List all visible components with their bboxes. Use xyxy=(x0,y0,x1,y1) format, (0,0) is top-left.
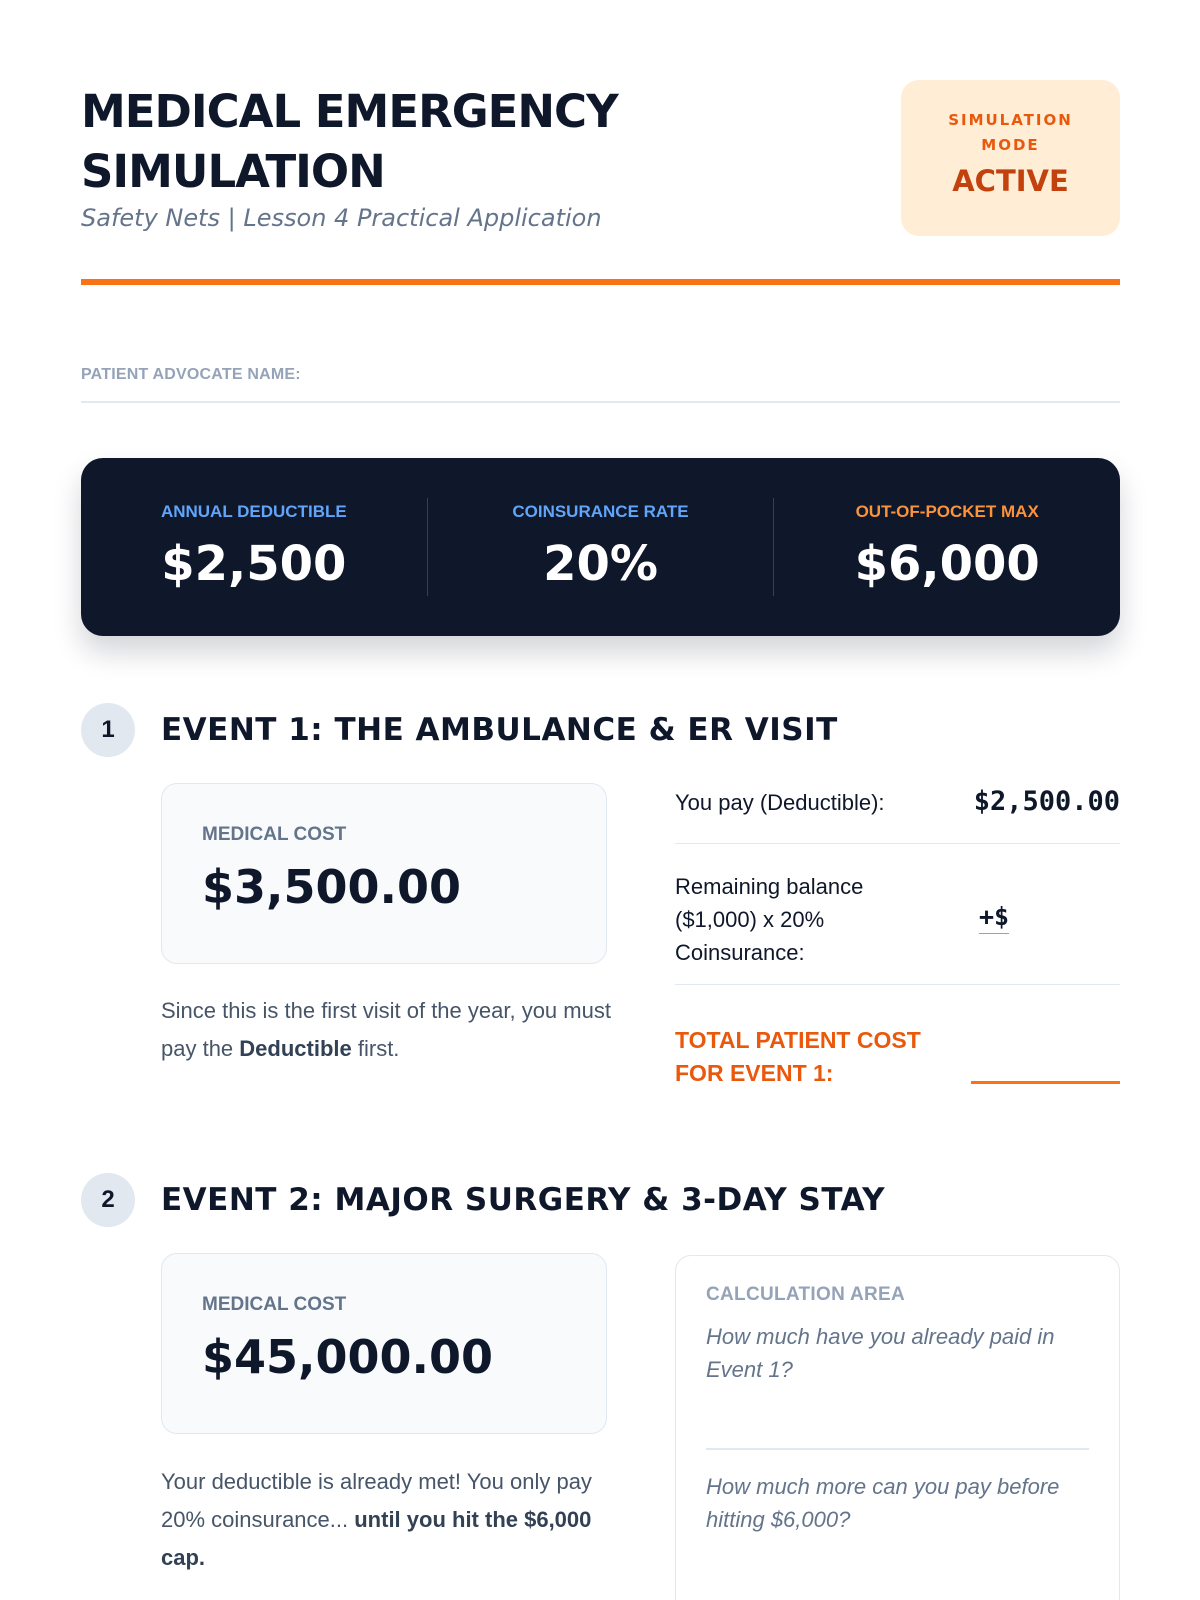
badge-status: ACTIVE xyxy=(952,164,1069,198)
stat-oop-max-label: OUT-OF-POCKET MAX xyxy=(855,502,1039,521)
event1-desc-bold: Deductible xyxy=(239,1036,352,1061)
event1-cost-label: MEDICAL COST xyxy=(202,824,347,845)
stat-deductible-value: $2,500 xyxy=(161,536,347,592)
simulation-mode-badge xyxy=(901,80,1120,236)
event1-coinsurance-label-line1: Remaining balance xyxy=(675,874,864,899)
stat-coinsurance-value: 20% xyxy=(543,536,658,592)
advocate-name-label: PATIENT ADVOCATE NAME: xyxy=(81,366,301,383)
calc-question-2: How much more can you pay before hitting $6,000? xyxy=(706,1473,1060,1532)
event1-total-label-line1: TOTAL PATIENT COST xyxy=(675,1027,921,1053)
badge-label-line2: MODE xyxy=(981,136,1040,154)
calc-area-title: CALCULATION AREA xyxy=(706,1284,906,1305)
event1-coinsurance-label xyxy=(675,870,1120,969)
event2-calculation-area[interactable] xyxy=(675,1255,1120,1600)
stat-coinsurance-label: COINSURANCE RATE xyxy=(512,502,689,521)
badge-label-line1: SIMULATION xyxy=(948,111,1073,129)
event1-cost-card xyxy=(161,783,607,964)
plan-summary-panel xyxy=(81,458,1120,636)
event2-cost-card xyxy=(161,1253,607,1434)
calc-question-1: How much have you already paid in Event 1? xyxy=(706,1324,1055,1382)
stat-deductible xyxy=(81,502,427,592)
event1-coinsurance-label-line3: Coinsurance: xyxy=(675,940,805,965)
calc-answer-line[interactable] xyxy=(706,1448,1089,1450)
event1-desc-text: Since this is the first visit of the year, you must pay the xyxy=(161,998,611,1061)
event2-description xyxy=(161,1463,613,1577)
event2-desc-bold: until you hit the $6,000 cap. xyxy=(161,1507,592,1570)
event2-cost-value: $45,000.00 xyxy=(202,1330,494,1384)
event1-total-label xyxy=(675,1024,945,1090)
event1-number-badge: 1 xyxy=(81,703,135,757)
event1-deductible-row xyxy=(675,786,1120,844)
event1-total-answer-line[interactable] xyxy=(971,1081,1120,1084)
stat-oop-max xyxy=(774,502,1120,592)
page-title-line2: SIMULATION xyxy=(81,145,385,198)
event1-desc-end: first. xyxy=(351,1036,400,1061)
stat-oop-max-value: $6,000 xyxy=(854,536,1040,592)
event2-cost-label: MEDICAL COST xyxy=(202,1294,347,1315)
stat-coinsurance xyxy=(428,502,774,592)
event1-coinsurance-row xyxy=(675,870,1120,985)
event1-coinsurance-input[interactable]: +$ xyxy=(979,902,1009,934)
event1-cost-value: $3,500.00 xyxy=(202,860,461,914)
page-subtitle: Safety Nets | Lesson 4 Practical Application xyxy=(81,204,602,232)
stat-deductible-label: ANNUAL DEDUCTIBLE xyxy=(160,502,347,521)
header-divider xyxy=(81,279,1120,285)
event1-description xyxy=(161,992,613,1068)
event2-title: EVENT 2: MAJOR SURGERY & 3-DAY STAY xyxy=(161,1182,886,1218)
page-title-line1: MEDICAL EMERGENCY xyxy=(81,85,618,138)
event1-title: EVENT 1: THE AMBULANCE & ER VISIT xyxy=(161,712,838,748)
event1-total-label-line2: FOR EVENT 1: xyxy=(675,1060,834,1086)
event1-deductible-value: $2,500.00 xyxy=(973,786,1120,817)
event1-deductible-label: You pay (Deductible): xyxy=(675,790,885,815)
event2-number-badge: 2 xyxy=(81,1173,135,1227)
event2-desc-text: Your deductible is already met! You only pay 20% coinsurance... xyxy=(161,1469,592,1532)
page-header xyxy=(81,82,1120,232)
event1-coinsurance-label-line2: ($1,000) x 20% xyxy=(675,907,825,932)
advocate-name-field[interactable] xyxy=(81,366,1120,403)
